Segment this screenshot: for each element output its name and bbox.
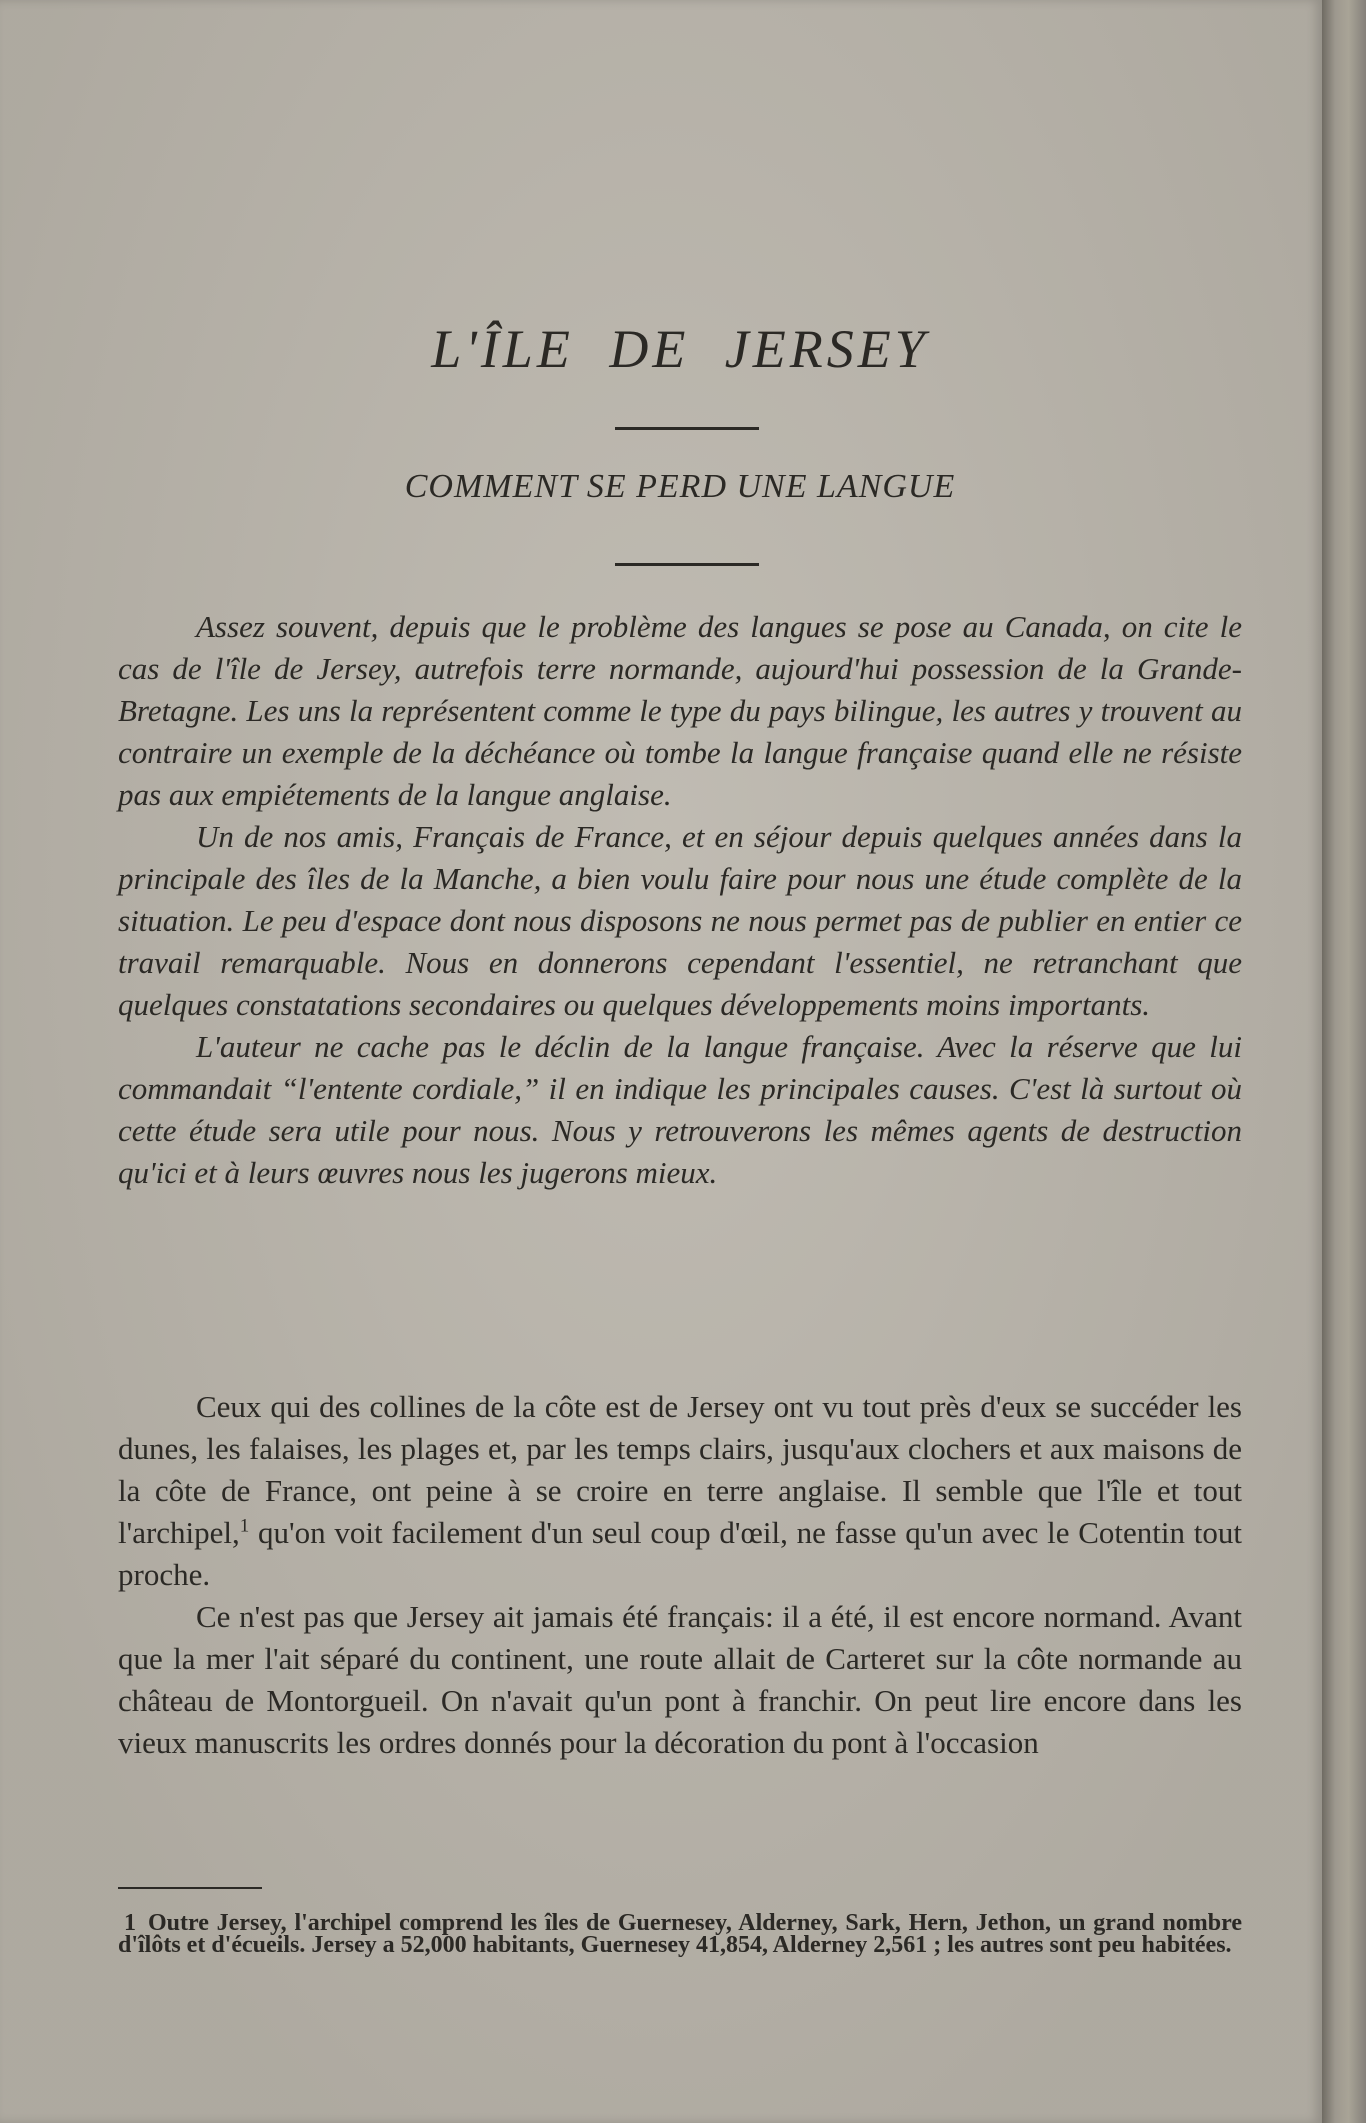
footnote-number: 1 <box>124 1910 136 1936</box>
intro-paragraph: L'auteur ne cache pas le déclin de la langue française. Avec la réserve que lui commandait “l'entente cordiale,” il en indique les principales causes. C'est là surtout où cette étude sera utile pour nous. Nous y retrouverons les mêmes agents de destruction qu'ici et à leurs œuvres nous les jugerons mieux. <box>118 1029 1242 1190</box>
footnote-text: Outre Jersey, l'archipel comprend les îles de Guernesey, Alderney, Sark, Hern, Jethon, un grand nombre d'îlôts et d'écueils. Jersey a 52,000 habitants, Guernesey 41,854, Alderney 2,561 ; les autres sont peu habitées. <box>118 1910 1242 1958</box>
article-body <box>118 1386 1242 1764</box>
intro-paragraph: Un de nos amis, Français de France, et en séjour depuis quelques années dans la principale des îles de la Manche, a bien voulu faire pour nous une étude complète de la situation. Le peu d'espace dont nous disposons ne nous permet pas de publier en entier ce travail remarquable. Nous en donnerons cependant l'essentiel, ne retranchant que quelques constatations secondaires ou quelques développements moins importants. <box>118 819 1242 1022</box>
body-text: Ceux qui des collines de la côte est de Jersey ont vu tout près d'eux se succéder les dunes, les falaises, les plages et, par les temps clairs, jusqu'aux clochers et aux maisons de la côte de France, ont peine à se croire en terre anglaise. Il semble que l'île et tout l'archipel, <box>118 1389 1242 1550</box>
article-title: L'ÎLE DE JERSEY <box>431 319 929 379</box>
intro-paragraph: Assez souvent, depuis que le problème des langues se pose au Canada, on cite le cas de l'île de Jersey, autrefois terre normande, aujourd'hui possession de la Grande-Bretagne. Les uns la représentent comme le type du pays bilingue, les autres y trouvent au contraire un exemple de la déchéance où tombe la langue française quand elle ne résiste pas aux empiétements de la langue anglaise. <box>118 609 1242 812</box>
title-divider <box>615 427 759 430</box>
article-subtitle: COMMENT SE PERD UNE LANGUE <box>404 468 956 505</box>
footnote-reference: 1 <box>239 1515 250 1537</box>
editorial-introduction <box>118 606 1242 1194</box>
body-paragraph <box>118 1386 1242 1596</box>
footnotes <box>118 1912 1242 1956</box>
subtitle-divider <box>615 563 759 566</box>
page-edge <box>1322 0 1366 2123</box>
body-paragraph: Ce n'est pas que Jersey ait jamais été français: il a été, il est encore normand. Avant que la mer l'ait séparé du continent, une route allait de Carteret sur la côte normande au château de Montorgueil. On n'avait qu'un pont à franchir. On peut lire encore dans les vieux manuscrits les ordres donnés pour la décoration du pont à l'occasion <box>118 1599 1242 1760</box>
footnote-divider <box>118 1887 262 1889</box>
body-text: qu'on voit facilement d'un seul coup d'œil, ne fasse qu'un avec le Cotentin tout proche. <box>118 1515 1242 1592</box>
footnote <box>118 1912 1242 1956</box>
